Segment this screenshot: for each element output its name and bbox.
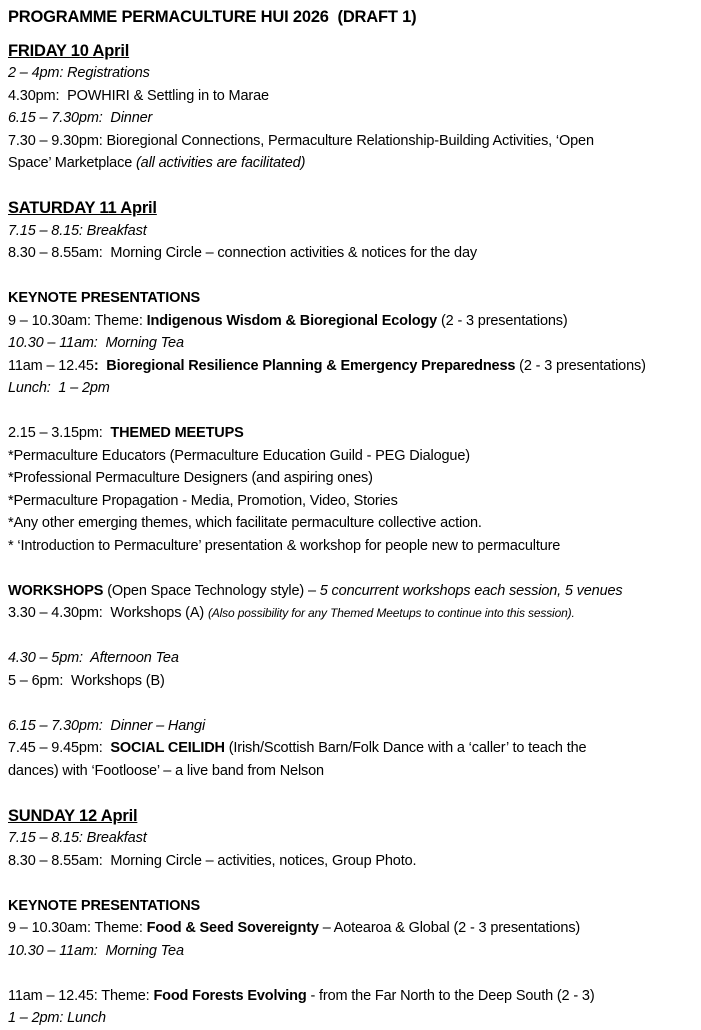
text-run: * ‘Introduction to Permaculture’ presentation & workshop for people new to permaculture — [8, 537, 561, 554]
text-run: 7.45 – 9.45pm: — [8, 740, 111, 756]
schedule-line — [8, 332, 695, 355]
schedule-line — [8, 310, 695, 333]
spacer-line — [8, 782, 695, 805]
spacer-line — [8, 557, 695, 580]
day-heading — [8, 805, 695, 828]
text-run: 7.30 – 9.30pm: Bioregional Connections, Permaculture Relationship-Building Activities, ‘Open — [8, 132, 594, 149]
text-run: 6.15 – 7.30pm: Dinner — [8, 110, 153, 126]
schedule-line — [8, 220, 695, 243]
schedule-line — [8, 377, 695, 400]
text-run: Lunch: 1 – 2pm — [8, 380, 110, 396]
schedule-line — [8, 940, 695, 963]
text-run: (Irish/Scottish Barn/Folk Dance with a ‘caller’ to teach the — [228, 740, 587, 756]
page-title: PROGRAMME PERMACULTURE HUI 2026 (DRAFT 1) — [8, 8, 417, 26]
text-run: *Permaculture Educators (Permaculture Education Guild - PEG Dialogue) — [8, 447, 470, 464]
text-run: KEYNOTE PRESENTATIONS — [8, 290, 201, 306]
text-run: 3.30 – 4.30pm: Workshops (A) — [8, 605, 208, 621]
text-run: 7.15 – 8.15: Breakfast — [8, 222, 147, 239]
schedule-line — [8, 512, 695, 535]
day-heading — [8, 197, 695, 220]
schedule-line — [8, 602, 695, 625]
text-run: dances) with ‘Footloose’ – a live band from Nelson — [8, 762, 324, 779]
schedule-line — [8, 490, 695, 513]
spacer-line — [8, 265, 695, 288]
schedule-line — [8, 580, 695, 603]
text-run: *Professional Permaculture Designers (and aspiring ones) — [8, 470, 373, 486]
schedule-line — [8, 647, 695, 670]
text-run: THEMED MEETUPS — [110, 425, 244, 441]
schedule-line — [8, 850, 695, 873]
text-run: 4.30 – 5pm: Afternoon Tea — [8, 650, 179, 666]
text-run: *Any other emerging themes, which facilitate permaculture collective action. — [8, 515, 482, 531]
text-run: 11am – 12.45: Theme: — [8, 987, 154, 1004]
schedule-line — [8, 152, 695, 175]
text-run: KEYNOTE PRESENTATIONS — [8, 897, 201, 914]
text-run: (Also possibility for any Themed Meetups to continue into this session). — [207, 606, 575, 620]
spacer-line — [8, 692, 695, 715]
text-run: Food Forests Evolving — [153, 987, 311, 1004]
schedule-line — [8, 917, 695, 940]
document-body — [8, 40, 695, 1030]
text-run: 11am – 12.45 — [8, 357, 94, 374]
schedule-line — [8, 62, 695, 85]
spacer-line — [8, 400, 695, 423]
schedule-line — [8, 355, 695, 378]
schedule-line — [8, 895, 695, 918]
schedule-line — [8, 760, 695, 783]
schedule-line — [8, 242, 695, 265]
text-run: (2 - 3 presentations) — [515, 357, 646, 374]
text-run: 9 – 10.30am: Theme: — [8, 920, 147, 936]
text-run: 5 concurrent workshops each session, 5 venues — [319, 582, 623, 599]
schedule-line — [8, 130, 695, 153]
text-run: (all activities are facilitated) — [135, 155, 306, 171]
schedule-line — [8, 737, 695, 760]
text-run: FRIDAY 10 April — [8, 41, 130, 60]
text-run: Food & Seed Sovereignty — [146, 920, 323, 936]
text-run: 8.30 – 8.55am: Morning Circle – connection activities & notices for the day — [8, 245, 477, 261]
text-run: (Open Space Technology style) – — [107, 582, 320, 599]
text-run: 4.30pm: POWHIRI & Settling in to Marae — [8, 87, 269, 104]
schedule-line — [8, 287, 695, 310]
text-run: 9 – 10.30am: Theme: — [8, 312, 147, 329]
text-run: 10.30 – 11am: Morning Tea — [8, 942, 184, 959]
schedule-line — [8, 670, 695, 693]
text-run: 5 – 6pm: Workshops (B) — [8, 672, 165, 689]
text-run: SATURDAY 11 April — [8, 199, 157, 217]
schedule-line — [8, 107, 695, 130]
text-run: : Bioregional Resilience Planning & Emergency Preparedness — [93, 357, 516, 374]
schedule-line — [8, 535, 695, 558]
text-run: Space’ Marketplace — [8, 155, 136, 171]
text-run: 8.30 – 8.55am: Morning Circle – activities, notices, Group Photo. — [8, 852, 417, 869]
text-run: SUNDAY 12 April — [8, 806, 138, 825]
text-run: 2 – 4pm: Registrations — [8, 65, 150, 81]
text-run: Indigenous Wisdom & Bioregional Ecology — [146, 312, 441, 329]
spacer-line — [8, 962, 695, 985]
text-run: (2 - 3 presentations) — [440, 312, 568, 329]
schedule-line — [8, 85, 695, 108]
text-run: 2.15 – 3.15pm: — [8, 425, 111, 441]
text-run: *Permaculture Propagation - Media, Promotion, Video, Stories — [8, 492, 398, 509]
text-run: 10.30 – 11am: Morning Tea — [8, 335, 184, 351]
day-heading — [8, 40, 695, 63]
schedule-line — [8, 1007, 695, 1030]
spacer-line — [8, 175, 695, 198]
text-run: - from the Far North to the Deep South (2 - 3) — [310, 987, 595, 1004]
schedule-line — [8, 985, 695, 1008]
schedule-line — [8, 715, 695, 738]
text-run: SOCIAL CEILIDH — [110, 740, 229, 756]
text-run: – Aotearoa & Global (2 - 3 presentations) — [322, 920, 581, 936]
schedule-line — [8, 467, 695, 490]
schedule-line — [8, 827, 695, 850]
text-run: 1 – 2pm: Lunch — [8, 1010, 106, 1026]
text-run: 6.15 – 7.30pm: Dinner – Hangi — [8, 717, 206, 734]
schedule-line — [8, 445, 695, 468]
spacer-line — [8, 872, 695, 895]
text-run: WORKSHOPS — [8, 582, 108, 599]
text-run: 7.15 – 8.15: Breakfast — [8, 830, 147, 846]
spacer-line — [8, 625, 695, 648]
schedule-line — [8, 422, 695, 445]
